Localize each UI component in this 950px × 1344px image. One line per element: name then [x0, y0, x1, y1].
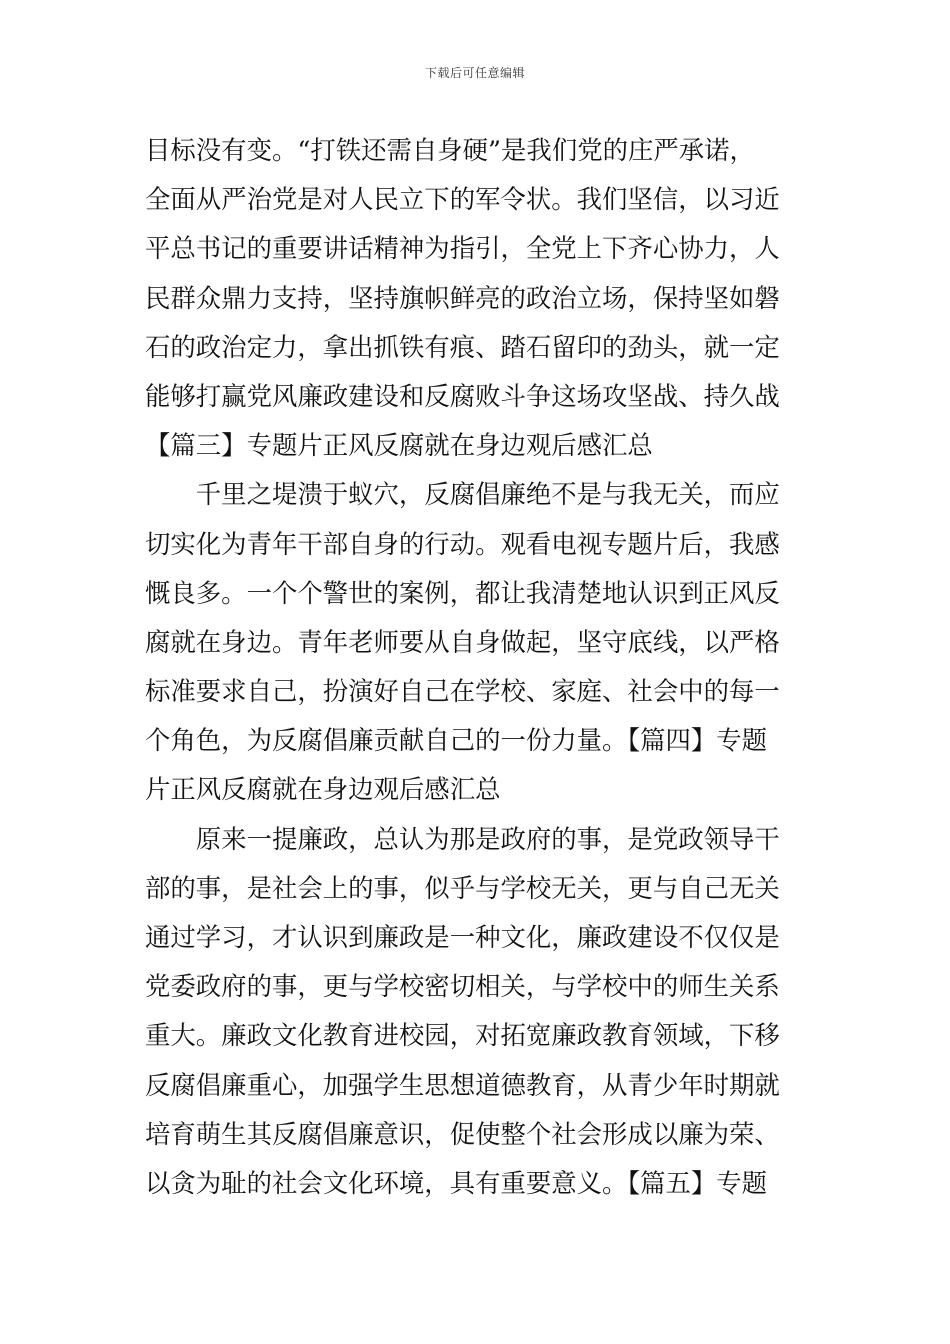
- text-line: 千里之堤溃于蚁穴，反腐倡廉绝不是与我无关，而应: [145, 479, 780, 510]
- text-line: 能够打赢党风廉政建设和反腐败斗争这场攻坚战、持久战: [145, 380, 780, 411]
- text-line: 目标没有变。“打铁还需自身硬”是我们党的庄严承诺，: [145, 135, 755, 165]
- text-line: 反腐倡廉重心，加强学生思想道德教育，从青少年时期就: [145, 1069, 780, 1100]
- text-line: 培育萌生其反腐倡廉意识，促使整个社会形成以廉为荣、: [145, 1118, 780, 1149]
- text-line: 部的事，是社会上的事，似乎与学校无关，更与自己无关: [145, 872, 780, 903]
- text-line: 以贪为耻的社会文化环境，具有重要意义。【篇五】专题: [145, 1167, 768, 1198]
- text-line: 标准要求自己，扮演好自己在学校、家庭、社会中的每一: [145, 676, 780, 707]
- text-line: 重大。廉政文化教育进校园，对拓宽廉政教育领域，下移: [145, 1020, 780, 1051]
- text-line: 腐就在身边。青年老师要从自身做起，坚守底线，以严格: [145, 626, 780, 657]
- text-line: 通过学习，才认识到廉政是一种文化，廉政建设不仅仅是: [145, 922, 780, 952]
- text-line: 平总书记的重要讲话精神为指引，全党上下齐心协力，人: [145, 233, 780, 264]
- text-line: 民群众鼎力支持，坚持旗帜鲜亮的政治立场，保持坚如磐: [145, 282, 780, 313]
- document-body: [145, 126, 807, 1208]
- text-line: 个角色，为反腐倡廉贡献自己的一份力量。【篇四】专题: [145, 725, 768, 756]
- text-line: 慨良多。一个个警世的案例，都让我清楚地认识到正风反: [145, 577, 780, 608]
- text-line: 石的政治定力，拿出抓铁有痕、踏石留印的劲头，就一定: [145, 331, 780, 362]
- text-line: 切实化为青年干部自身的行动。观看电视专题片后，我感: [145, 528, 780, 559]
- text-line: 党委政府的事，更与学校密切相关，与学校中的师生关系: [145, 971, 780, 1002]
- text-line: 全面从严治党是对人民立下的军令状。我们坚信，以习近: [145, 184, 780, 215]
- text-line: 原来一提廉政，总认为那是政府的事，是党政领导干: [145, 823, 780, 854]
- text-line: 片正风反腐就在身边观后感汇总: [145, 774, 501, 805]
- page-header-note: 下载后可任意编辑: [424, 66, 525, 80]
- section-heading-3: 【篇三】专题片正风反腐就在身边观后感汇总: [145, 430, 653, 461]
